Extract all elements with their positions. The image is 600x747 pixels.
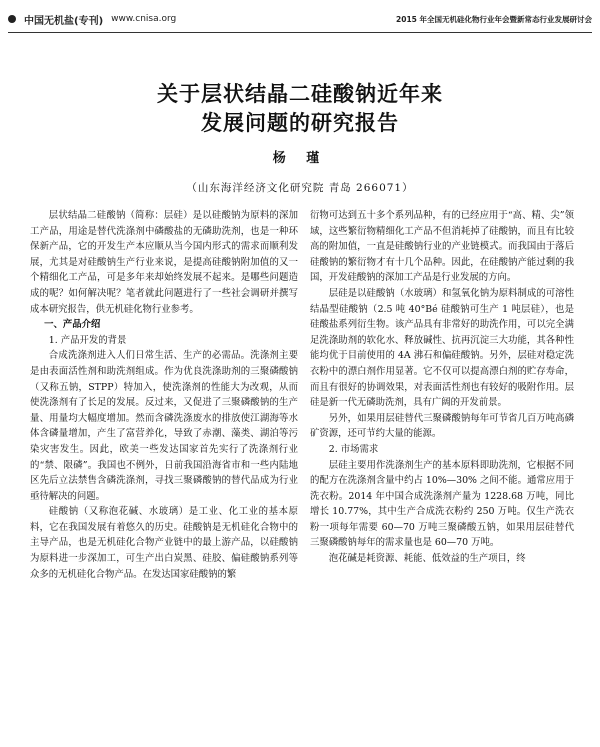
paragraph: 层硅主要用作洗涤剂生产的基本原料即助洗剂，它根据不同的配方在洗涤剂含量中约占 10%—30% 之间不能。通常应用于洗衣粉。2014 年中国合成洗涤剂产量为 1228.68 万吨，同比增长 10.77%，其中生产合成洗衣粉约 250 万吨。仅生产洗衣粉一项每年需要 60—70 万吨三聚磷酸五钠，如果用层硅替代三聚磷酸钠每年的需求量也是 60—70 万吨。 [310, 459, 574, 549]
subsection-heading: 1. 产品开发的背景 [48, 334, 127, 346]
paragraph: 层状结晶二硅酸钠（简称：层硅）是以硅酸钠为原料的深加工产品，用途是替代洗涤剂中磷酸盐的无磷助洗剂，也是一种环保新产品，它的开发生产本应顺从当今国内形式的需求而顺利发展，尤其是对硅酸钠生产行业来说，是提高硅酸钠附加值的又一个精细化工产品，可是多年来却始终发展不起来。是哪些问题造成的呢？如何解决呢？笔者就此问题进行了一些社会调研并撰写成本研究报告，供无机硅化物行业参考。 [30, 210, 298, 315]
paragraph: 合成洗涤剂进入人们日常生活、生产的必需品。洗涤剂主要是由表面活性剂和助洗剂组成。作为优良洗涤助剂的三聚磷酸钠（又称五钠，STPP）特加入，使洗涤剂的性能大为改观，从而使洗涤剂有了长足的发展。反过来，又促进了三聚磷酸钠的生产量、用量均大幅度增加。然而含磷洗涤废水的排放使江湖海等水体含磷量增加，产生了富营养化，导致了赤潮、藻类、湖泊等污染灾害发生。因此，欧美一些发达国家首先实行了洗涤剂行业的“禁、限磷”。我国也不例外，日前我国沿海省市和一些内陆地区先后立法禁售含磷洗涤剂，寻找三聚磷酸钠的替代品成为行业亟待解决的问题。 [30, 350, 298, 502]
paragraph: 泡花碱是耗资源、耗能、低效益的生产项目，终 [328, 553, 526, 565]
title-line-2: 发展问题的研究报告 [201, 111, 399, 135]
paragraph: 衍物可达到五十多个系列品种，有的已经应用于“高、精、尖”领域，这些繁衍物精细化工产品不但消耗掉了硅酸钠，而且有比较高的附加值，一直是硅酸钠行业的产业链模式。而我国由于落后硅酸钠的繁衍物才有十几个品种。因此，在硅酸钠产能过剩的我国，开发硅酸钠的深加工产品是行业发展的方向。 [310, 210, 574, 284]
paragraph: 另外，如果用层硅替代三聚磷酸钠每年可节省几百万吨高磷矿资源，还可节约大量的能源。 [310, 412, 574, 440]
journal-name: 中国无机盐(专刊) [24, 15, 104, 27]
bullet-icon [8, 15, 16, 23]
subsection-heading: 2. 市场需求 [328, 443, 379, 455]
right-column [310, 208, 574, 567]
conference-name: 2015 年全国无机硅化物行业年会暨新常态行业发展研讨会 [396, 14, 592, 24]
paragraph: 硅酸钠（又称泡花碱、水玻璃）是工业、化工业的基本原料，它在我国发展有着悠久的历史。硅酸钠是无机硅化合物中的主导产品，也是无机硅化合物产业链中的最上游产品，以硅酸钠为原料进一步深加工，可生产出白炭黑、硅胶、偏硅酸钠系列等众多的无机硅化合物产品。在发达国家硅酸钠的繁 [30, 506, 298, 580]
author: 杨 瑾 [272, 151, 328, 166]
affiliation: （山东海洋经济文化研究院 青岛 266071） [186, 182, 414, 194]
article-title [0, 80, 600, 138]
section-heading: 一、产品介绍 [44, 319, 101, 331]
title-line-1: 关于层状结晶二硅酸钠近年来 [157, 82, 443, 106]
header-rule [8, 32, 592, 33]
header-left [8, 12, 176, 27]
running-header [8, 6, 592, 32]
left-column [30, 208, 298, 582]
paragraph: 层硅是以硅酸钠（水玻璃）和氢氧化钠为原料制成的可溶性结晶型硅酸钠（2.5 吨 40°Bé 硅酸钠可生产 1 吨层硅），也是硅酸盐系列衍生物。该产品具有非常好的助洗作用，可以完全满足洗涤助剂的软化水、释放碱性、抗再沉淀三大功能，其各种性能均优于目前使用的 4A 沸石和偏硅酸钠。另外，层硅对稳定洗衣粉中的漂白剂作用显著。它不仅可以提高漂白剂的贮存寿命，而且有很好的协调效果，对表面活性剂也有较好的吸附作用。层硅是新一代无磷助洗剂，具有广阔的开发前景。 [310, 287, 574, 409]
journal-url: www.cnisa.org [111, 14, 177, 24]
